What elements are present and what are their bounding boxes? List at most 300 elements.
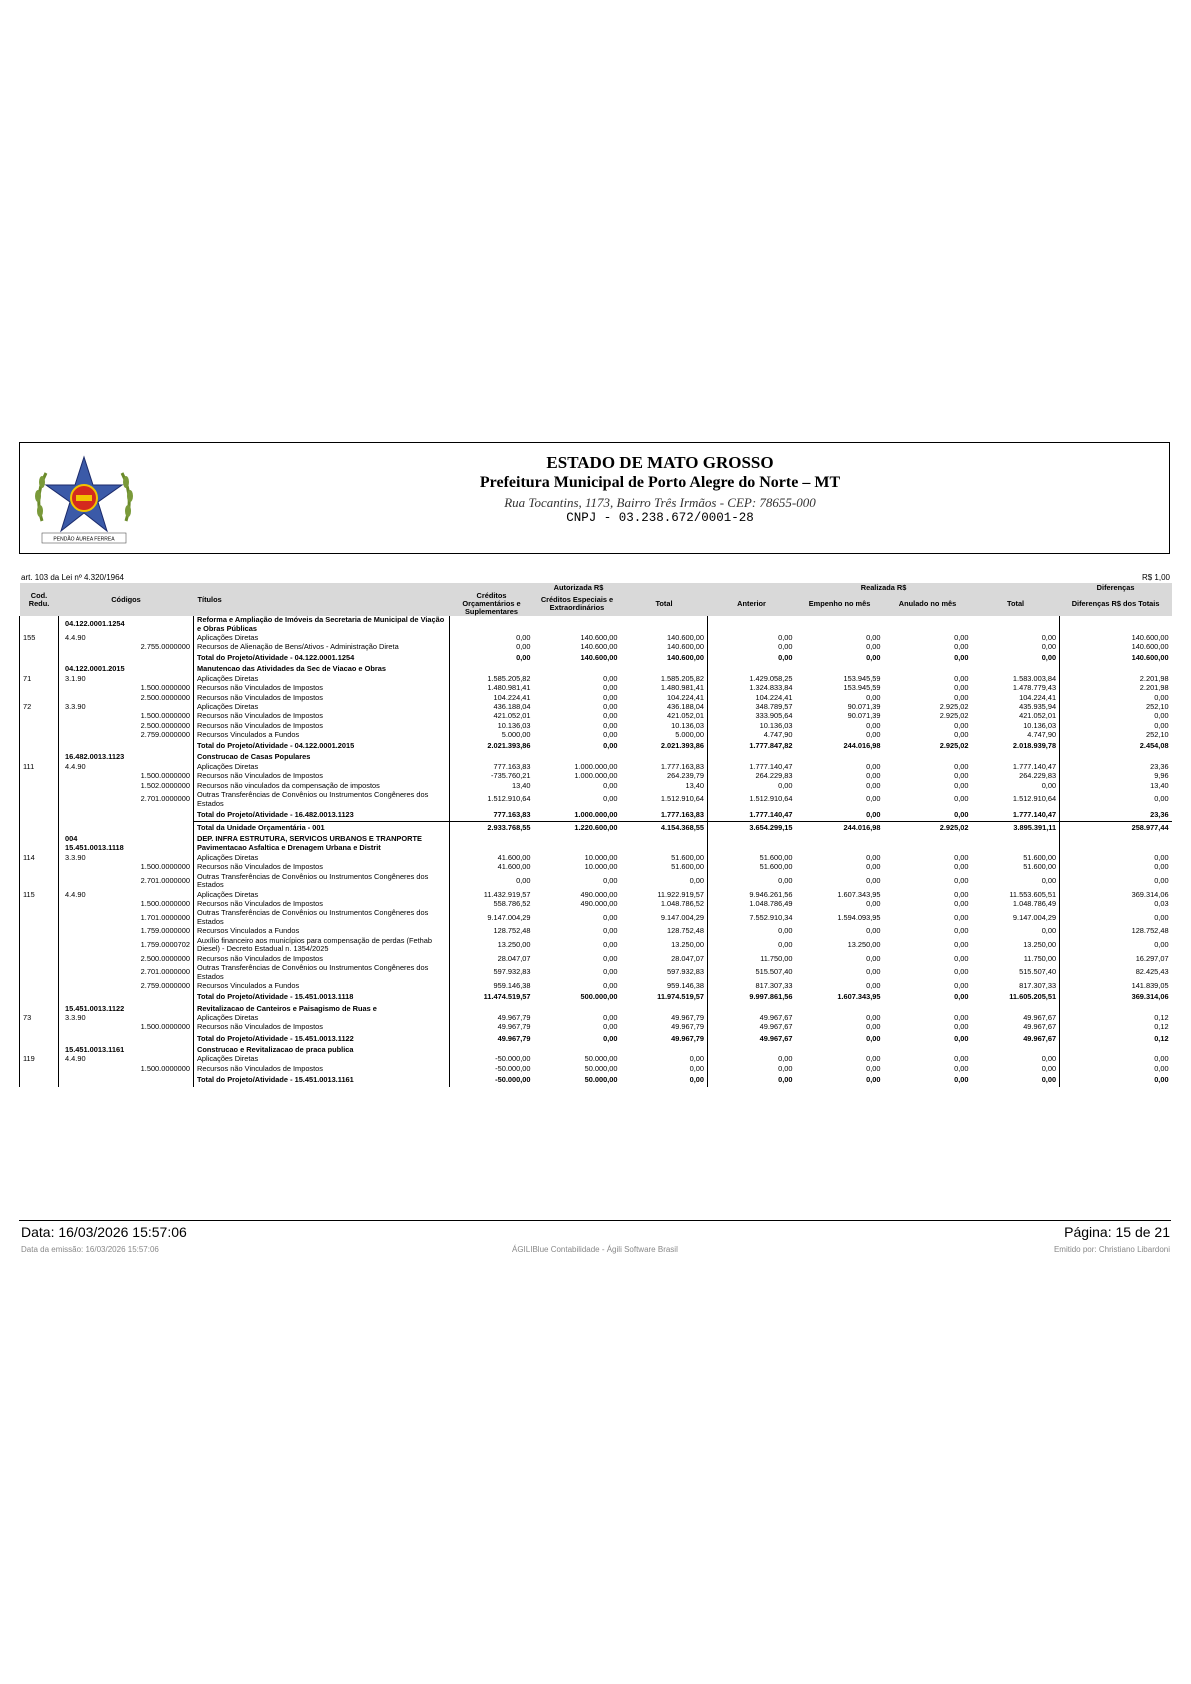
cell-anulado: 0,00 [954,967,969,977]
cell-title: Recursos não Vinculados de Impostos [194,1064,450,1073]
cell-cod-redu [20,721,59,730]
cell-empty [972,844,1060,853]
cell-creditos-esp: 140.600,00 [580,633,618,642]
cell-title: Aplicações Diretas [194,633,450,642]
cell-creditos-esp: 50.000,00 [584,1054,618,1064]
cell-anulado: 0,00 [954,730,969,740]
cell-creditos-esp: 0,00 [603,674,618,683]
cell-total-real: 515.507,40 [1019,967,1057,977]
cell-title: Total do Projeto/Atividade - 15.451.0013.1122 [194,1032,450,1045]
cell-total-aut: 49.967,79 [671,1013,705,1022]
cell-diferenca: 2.201,98 [1060,674,1172,683]
cell-code: 1.500.0000000 [59,900,194,909]
cell-creditos-orc: 2.933.768,55 [450,822,534,835]
cell-empenho: 0,00 [866,927,881,936]
table-row-sub [20,1064,1172,1073]
cell-anterior: 7.552.910,34 [708,909,796,927]
cell-cod-redu [20,927,59,936]
cell-empty [534,1045,621,1054]
cell-title: Aplicações Diretas [194,1055,450,1064]
cell-empty [621,1045,708,1054]
table-row-sub [20,900,1172,909]
table-row-line [20,674,1172,683]
cell-code: 4.4.90 [59,762,194,771]
cell-anulado: 0,00 [954,674,969,683]
cell-title: Total do Projeto/Atividade - 15.451.0013.1161 [194,1074,450,1087]
cell-empenho: 0,00 [866,1022,881,1032]
cell-anterior: 1.048.786,49 [708,900,796,909]
table-row-unit [20,822,1172,835]
cell-cod-redu [20,964,59,982]
cell-empenho: 0,00 [866,721,881,730]
cell-code: 2.701.0000000 [59,964,194,982]
cell-creditos-esp: 0,00 [603,693,618,702]
issued-by: Emitido por: Christiano Libardoni [1053,1245,1170,1254]
currency-unit: R$ 1,00 [1141,573,1170,582]
cell-cod-redu: 155 [20,633,59,642]
cell-title: Recursos não Vinculados de Impostos [194,684,450,693]
cnpj: CNPJ - 03.238.672/0001-28 [566,511,754,525]
cell-total-real: 10.136,03 [1023,721,1057,730]
cell-empty [708,844,796,853]
table-row-sub2 [20,936,1172,954]
cell-diferenca: 82.425,43 [1060,964,1172,982]
cell-empty [972,753,1060,762]
cell-title: Aplicações Diretas [194,674,450,683]
cell-title: Recursos não vinculados da compensação de impostos [194,781,450,790]
cell-code [59,1074,194,1087]
cell-anterior: 10.136,03 [708,721,796,730]
cell-total-real: 0,00 [1041,1064,1057,1073]
cell-anterior: 3.654.299,15 [708,822,796,835]
cell-cod-redu [20,753,59,762]
cell-anterior: 515.507,40 [708,964,796,982]
cell-empty [534,616,621,633]
state-title: ESTADO DE MATO GROSSO [546,453,774,472]
cell-code: 2.755.0000000 [59,643,194,652]
cell-total-real: 0,00 [1041,642,1057,651]
table-row-sub [20,693,1172,702]
cell-anterior: 4.747,90 [708,731,796,740]
cell-title: Auxílio financeiro aos municípios para compensação de perdas (Fethab Diesel) - Decreto Estadual n. 1354/2025 [194,936,450,954]
cell-creditos-orc: 2.021.393,86 [450,740,534,753]
cell-creditos-orc: 0,00 [450,652,534,665]
cell-title: Recursos não Vinculados de Impostos [194,712,450,721]
table-row-line [20,762,1172,771]
cell-creditos-esp: 0,00 [603,711,618,721]
cell-empenho: 90.071,39 [847,702,881,711]
cell-total-real: 104.224,41 [1019,693,1057,702]
cell-creditos-esp: 0,00 [603,1022,618,1032]
table-row-sub [20,721,1172,730]
table-row-section [20,753,1172,762]
cell-empty [534,753,621,762]
cell-creditos-esp: 0,00 [603,721,618,730]
cell-total-real: 3.895.391,11 [972,822,1060,835]
group-diferencas: Diferenças [1060,583,1172,592]
cell-total-aut: 1.777.163,83 [660,762,705,771]
cell-cod-redu [20,643,59,652]
cell-code: 1.500.0000000 [59,772,194,781]
table-row-sub [20,781,1172,790]
cell-total-aut: 1.512.910,64 [660,794,705,804]
cell-code: 1.502.0000000 [59,781,194,790]
cell-anterior: 0,00 [708,1055,796,1064]
cell-total-aut: 140.600,00 [667,653,705,663]
cell-empenho: 0,00 [866,862,881,872]
cell-section-title: Manutencao das Atividades da Sec de Viacao e Obras [194,665,450,674]
cell-code: 2.701.0000000 [59,872,194,890]
cell-diferenca: 369.314,06 [1060,890,1172,899]
cell-empenho: 0,00 [866,981,881,991]
cell-total-real: 49.967,67 [1023,1033,1057,1043]
cell-diferenca: 140.600,00 [1060,652,1172,665]
cell-total-real: 0,00 [1041,781,1057,790]
cell-creditos-esp: 140.600,00 [580,653,618,663]
cell-total-real: 817.307,33 [1019,981,1057,991]
cell-anulado: 0,00 [954,1033,969,1043]
cell-total-real: 1.478.779,43 [1012,683,1057,693]
cell-total-real: 11.605.205,51 [1009,992,1057,1002]
cell-diferenca: 2.454,08 [1060,740,1172,753]
cell-code: 3.3.90 [59,1014,194,1023]
cell-anterior: 1.777.140,47 [708,762,796,771]
cell-title: Recursos não Vinculados de Impostos [194,693,450,702]
cell-diferenca: 140.600,00 [1060,643,1172,652]
cell-creditos-esp: 140.600,00 [580,642,618,651]
cell-code: 4.4.90 [59,890,194,899]
cell-empty [621,835,708,844]
cell-cod-redu [20,1023,59,1032]
cell-diferenca: 0,00 [1060,909,1172,927]
cell-cod-redu [20,652,59,665]
address: Rua Tocantins, 1173, Bairro Três Irmãos - CEP: 78655-000 [504,495,816,510]
table-row-sub2 [20,964,1172,982]
cell-title: Aplicações Diretas [194,762,450,771]
cell-anterior: 1.429.058,25 [708,674,796,683]
cell-code: 4.4.90 [59,1055,194,1064]
cell-total-aut: 9.147.004,29 [660,912,705,922]
cell-anterior: 49.967,67 [708,1014,796,1023]
cell-empty [972,665,1060,674]
cell-empty [884,1004,972,1013]
cell-code [59,740,194,753]
cell-cod-redu [20,991,59,1004]
cell-title: Recursos Vinculados a Fundos [194,927,450,936]
cell-cod-redu: 111 [20,762,59,771]
cell-anterior: 0,00 [708,1064,796,1073]
cell-empenho: 90.071,39 [847,711,881,721]
cell-total-aut: 51.600,00 [671,862,705,872]
cell-empty [884,665,972,674]
cell-total-real: 435.935,94 [1019,702,1057,711]
cell-cod-redu [20,1064,59,1073]
cell-cod-redu [20,909,59,927]
cell-total-aut: 104.224,41 [667,693,705,702]
table-row-line [20,703,1172,712]
cell-diferenca: 252,10 [1060,703,1172,712]
cell-code: 1.500.0000000 [59,1064,194,1073]
cell-creditos-orc: 0,00 [450,633,534,642]
cell-creditos-esp: 0,00 [603,967,618,977]
cell-creditos-esp: 0,00 [603,954,618,963]
cell-empty [708,665,796,674]
cell-cod-redu [20,863,59,872]
cell-anulado: 2.925,02 [939,711,969,721]
cell-anulado: 0,00 [954,981,969,991]
cell-total-real: 0,00 [1041,875,1057,885]
cell-total-aut: 128.752,48 [667,927,705,936]
cell-total-real: 0,00 [1041,927,1057,936]
cell-total-aut: 0,00 [689,1064,705,1073]
cell-creditos-orc: 1.480.981,41 [450,684,534,693]
cell-title: Recursos não Vinculados de Impostos [194,900,450,909]
cell-empty [796,844,884,853]
cell-anulado: 0,00 [954,890,969,899]
cell-section-title: Construcao e Revitalizacao de praca publica [194,1045,450,1054]
cell-code: 1.500.0000000 [59,712,194,721]
cell-empty [621,753,708,762]
cell-empenho: 0,00 [866,730,881,740]
cell-total-aut: 1.585.205,82 [660,674,705,683]
cell-creditos-esp: 0,00 [603,981,618,991]
cell-empty [972,835,1060,844]
cell-title: Aplicações Diretas [194,703,450,712]
cell-creditos-orc: 9.147.004,29 [450,909,534,927]
cell-creditos-orc: 10.136,03 [450,721,534,730]
cell-empenho: 1.607.343,95 [837,992,881,1002]
cell-cod-redu [20,712,59,721]
footer-divider [19,1220,1171,1221]
cell-section-code: 04.122.0001.2015 [59,665,194,674]
cell-empty [708,1004,796,1013]
cell-creditos-orc: 1.585.205,82 [450,674,534,683]
cell-total-aut: 11.922.919,57 [657,890,705,899]
cell-total-real: 1.583.003,84 [1012,674,1057,683]
col-cod-redu: Cod. Redu. [20,583,59,616]
col-diferencas: Diferenças R$ dos Totais [1060,592,1172,616]
cell-creditos-esp: 0,00 [603,940,618,950]
cell-section-title: Construcao de Casas Populares [194,753,450,762]
cell-total-real: 0,00 [1041,1054,1057,1064]
cell-empty [1060,665,1172,674]
cell-anulado: 0,00 [954,771,969,781]
cell-creditos-esp: 0,00 [603,912,618,922]
cell-anulado: 0,00 [954,683,969,693]
cell-total-real: 49.967,67 [1023,1022,1057,1032]
cell-anterior: 0,00 [708,633,796,642]
cell-empty [884,1045,972,1054]
cell-anulado: 0,00 [954,809,969,819]
cell-anterior: 1.324.833,84 [708,684,796,693]
cell-diferenca: 252,10 [1060,731,1172,740]
cell-total-aut: 5.000,00 [675,730,705,740]
cell-cod-redu: 72 [20,703,59,712]
cell-anterior: 9.946.261,56 [708,890,796,899]
cell-empenho: 0,00 [866,1013,881,1022]
cell-cod-redu [20,684,59,693]
cell-diferenca: 23,36 [1060,762,1172,771]
cell-cod-redu [20,900,59,909]
cell-anulado: 0,00 [954,912,969,922]
cell-empenho: 0,00 [866,693,881,702]
cell-empenho: 0,00 [866,1074,881,1084]
cell-creditos-orc: 28.047,07 [450,954,534,963]
cell-anulado: 0,00 [954,862,969,872]
cell-code [59,822,194,835]
cell-empenho: 1.607.343,95 [837,890,881,899]
cell-creditos-esp: 0,00 [603,702,618,711]
cell-empenho: 153.945,59 [843,683,881,693]
table-row-total [20,652,1172,665]
cell-anulado: 0,00 [954,693,969,702]
col-total-autorizada: Total [621,592,708,616]
col-titulos: Títulos [194,583,450,616]
cell-anterior: 9.997.861,56 [708,991,796,1004]
col-total-realizada: Total [972,592,1060,616]
cell-anterior: 0,00 [708,872,796,890]
cell-code: 1.500.0000000 [59,684,194,693]
cell-total-aut: 0,00 [689,875,705,885]
cell-creditos-orc: 49.967,79 [450,1032,534,1045]
cell-section-code: 15.451.0013.1122 [59,1004,194,1013]
cell-anulado: 0,00 [954,853,969,862]
cell-title: Outras Transferências de Convênios ou Instrumentos Congêneres dos Estados [194,964,450,982]
cell-anterior: 51.600,00 [708,853,796,862]
table-row-section [20,1045,1172,1054]
cell-diferenca: 0,00 [1060,1064,1172,1073]
cell-anulado: 0,00 [954,954,969,963]
cell-empty [1060,1045,1172,1054]
cell-diferenca: 0,00 [1060,936,1172,954]
cell-total-aut: 49.967,79 [671,1022,705,1032]
cell-anulado: 0,00 [954,1074,969,1084]
table-row-line [20,890,1172,899]
cell-diferenca: 0,12 [1060,1023,1172,1032]
cell-creditos-esp: 0,00 [603,741,618,751]
cell-total-aut: 436.188,04 [667,702,705,711]
cell-anterior: 49.967,67 [708,1023,796,1032]
cell-creditos-esp: 0,00 [603,1033,618,1043]
cell-creditos-orc: -50.000,00 [450,1074,534,1087]
cell-empenho: 0,00 [866,633,881,642]
cell-cod-redu [20,936,59,954]
table-row-section [20,665,1172,674]
cell-total-aut: 0,00 [689,1054,705,1064]
col-creditos-especiais: Créditos Especiais e Extraordinários [534,592,621,616]
cell-anulado: 2.925,02 [939,741,969,751]
table-row-line [20,853,1172,862]
col-anterior: Anterior [708,592,796,616]
cell-total-real: 421.052,01 [1019,711,1057,721]
cell-cod-redu [20,740,59,753]
cell-empenho: 0,00 [866,967,881,977]
cell-anterior: 817.307,33 [708,982,796,991]
cell-total-aut: 597.932,83 [667,967,705,977]
cell-section-code: 004 [59,835,194,844]
cell-cod-redu: 115 [20,890,59,899]
col-creditos-orcamentarios: Créditos Orçamentários e Suplementares [450,592,534,616]
cell-creditos-esp: 0,00 [603,875,618,885]
cell-total-real: 11.553.605,51 [1009,890,1057,899]
cell-creditos-orc: 41.600,00 [450,863,534,872]
cell-empenho: 0,00 [866,794,881,804]
cell-creditos-orc: 558.786,52 [450,900,534,909]
cell-creditos-esp: 1.000.000,00 [574,809,618,819]
cell-anulado: 0,00 [954,875,969,885]
cell-total-aut: 1.480.981,41 [660,683,705,693]
cell-anulado: 0,00 [954,899,969,908]
cell-anterior: 51.600,00 [708,863,796,872]
cell-diferenca: 0,03 [1060,900,1172,909]
cell-creditos-orc: 13,40 [450,781,534,790]
cell-diferenca: 140.600,00 [1060,633,1172,642]
cell-cod-redu [20,791,59,809]
table-row-section [20,844,1172,853]
col-empenho: Empenho no mês [796,592,884,616]
table-row-total [20,809,1172,822]
cell-empty [708,835,796,844]
cell-anterior: 0,00 [708,652,796,665]
cell-empty [621,616,708,633]
cell-total-aut: 264.239,79 [667,771,705,781]
cell-empenho: 244.016,98 [843,741,881,751]
table-row-line [20,1014,1172,1023]
cell-total-aut: 1.048.786,52 [660,899,705,908]
cell-empenho: 0,00 [866,653,881,663]
cell-empenho: 13.250,00 [847,940,881,950]
cell-empenho: 0,00 [866,771,881,781]
cell-creditos-orc: 436.188,04 [450,703,534,712]
cell-creditos-esp: 490.000,00 [580,890,618,899]
cell-empty [796,1004,884,1013]
cell-cod-redu [20,1074,59,1087]
cell-cod-redu [20,781,59,790]
cell-anulado: 0,00 [954,781,969,790]
header-group-row [20,583,1172,592]
cell-diferenca: 0,00 [1060,721,1172,730]
cell-title: Total da Unidade Orçamentária - 001 [194,822,450,835]
cell-anulado: 0,00 [954,1013,969,1022]
table-row-sub [20,1023,1172,1032]
table-row-sub2 [20,791,1172,809]
cell-creditos-esp: 0,00 [603,1013,618,1022]
table-row-line [20,1055,1172,1064]
cell-anterior: 1.777.140,47 [708,809,796,822]
cell-diferenca: 0,12 [1060,1014,1172,1023]
cell-creditos-orc: 104.224,41 [450,693,534,702]
page-number: Página: 15 de 21 [1064,1224,1170,1240]
cell-cod-redu [20,1004,59,1013]
cell-total-real: 4.747,90 [1027,730,1057,740]
cell-total-real: 51.600,00 [1023,862,1057,872]
table-row-line [20,633,1172,642]
cell-empty [450,1004,534,1013]
cell-total-real: 9.147.004,29 [1012,912,1057,922]
cell-empty [450,665,534,674]
cell-creditos-esp: 0,00 [603,781,618,790]
table-row-sub [20,863,1172,872]
cell-diferenca: 369.314,06 [1060,991,1172,1004]
cell-anterior: 1.777.847,82 [708,740,796,753]
cell-total-real: 0,00 [1041,633,1057,642]
cell-empenho: 244.016,98 [796,822,884,835]
cell-anulado: 0,00 [954,927,969,936]
cell-cod-redu [20,1032,59,1045]
cell-cod-redu [20,954,59,963]
table-row-sub2 [20,909,1172,927]
cell-anulado: 2.925,02 [939,702,969,711]
